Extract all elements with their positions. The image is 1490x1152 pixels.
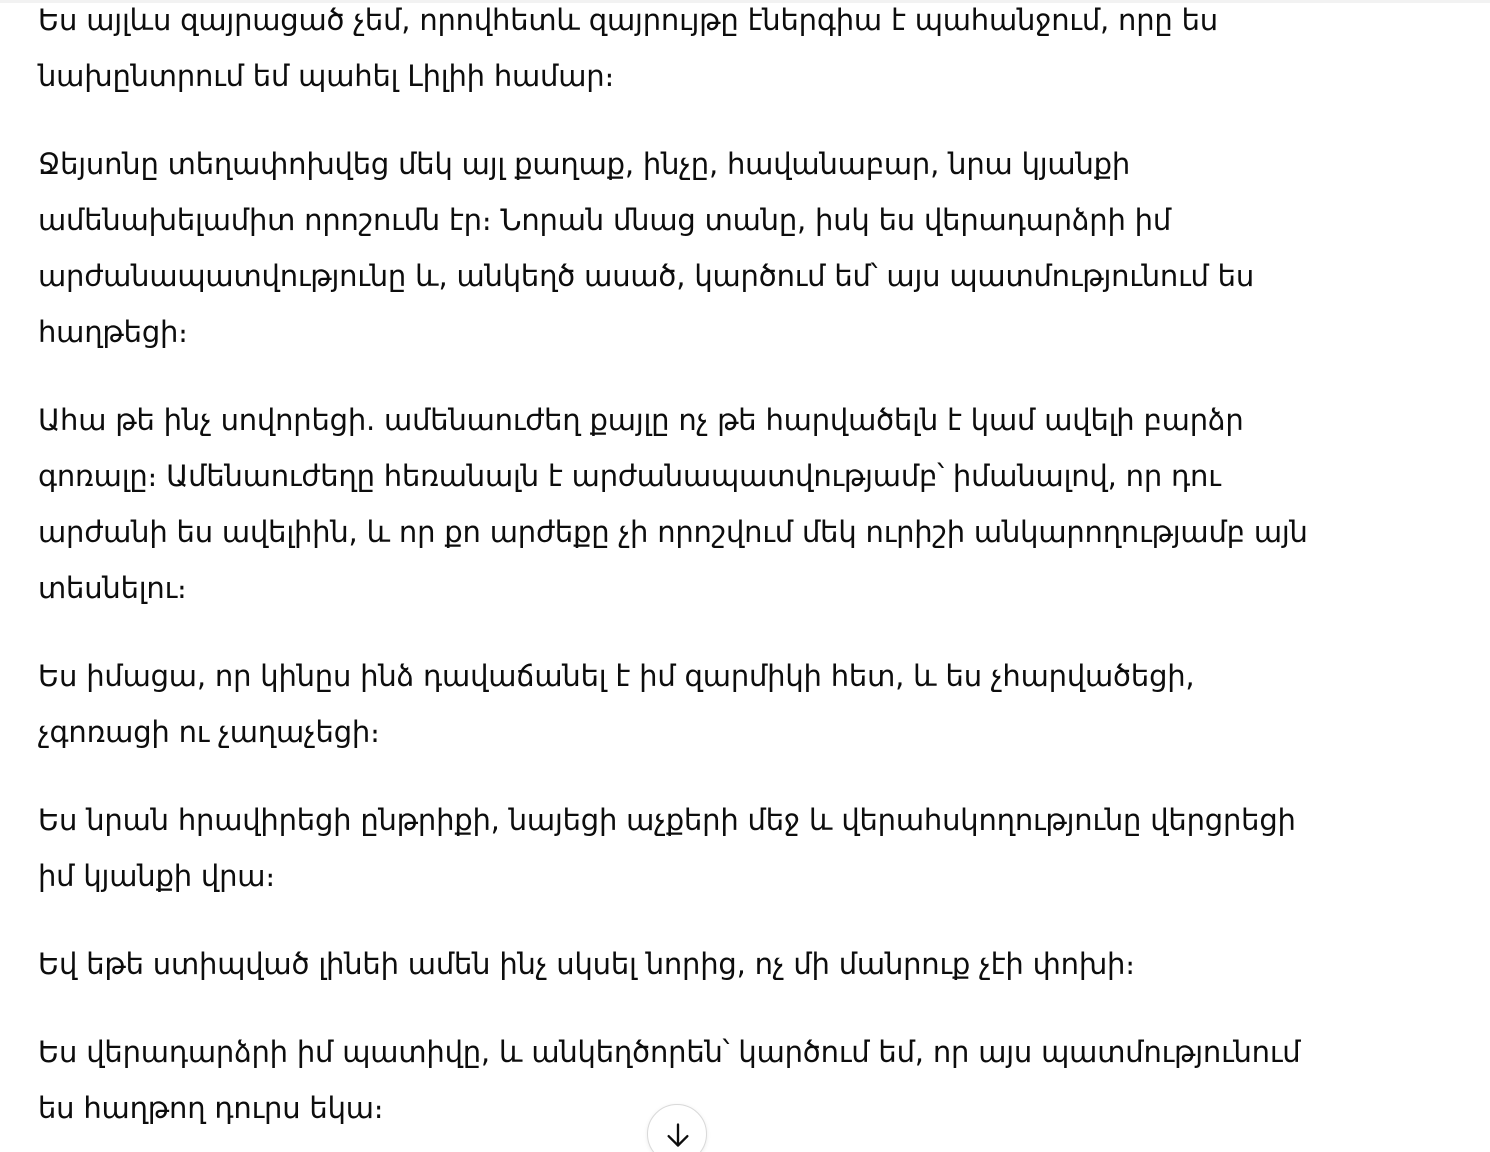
paragraph: Ես վերադարձրի իմ պատիվը, և անկեղծորեն՝ կարծում եմ, որ այս պատմությունում ես հաղթող դուրս եկա։: [38, 1035, 1301, 1125]
paragraph: Ես իմացա, որ կինըս ինձ դավաճանել է իմ զարմիկի հետ, և ես չհարվածեցի, չգոռացի ու չաղաչեցի։: [38, 659, 1195, 749]
paragraph: Ջեյսոնը տեղափոխվեց մեկ այլ քաղաք, ինչը, հավանաբար, նրա կյանքի ամենախելամիտ որոշումն էր։ Նորան մնաց տանը, իսկ ես վերադարձրի իմ արժանապատվությունը և, անկեղծ ասած, կարծում եմ՝ այս պատմությունում ես հաղթեցի։: [38, 147, 1255, 349]
paragraph: Եվ եթե ստիպված լինեի ամեն ինչ սկսել նորից, ոչ մի մանրուք չէի փոխի։: [38, 947, 1135, 981]
paragraph: Ես նրան հրավիրեցի ընթրիքի, նայեցի աչքերի մեջ և վերահսկողությունը վերցրեցի իմ կյանքի վրա։: [38, 803, 1296, 893]
paragraph: Ահա թե ինչ սովորեցի. ամենաուժեղ քայլը ոչ թե հարվածելն է կամ ավելի բարձր գոռալը։ Ամենաուժեղը հեռանալն է արժանապատվությամբ՝ իմանալով, որ դու արժանի ես ավելիին, և որ քո արժեքը չի որոշվում մեկ ուրիշի անկարողությամբ այն տեսնելու։: [38, 403, 1308, 605]
message-content: [38, 0, 1328, 1152]
arrow-down-icon: [664, 1121, 692, 1149]
paragraph: Ես այլևս զայրացած չեմ, որովհետև զայրույթը էներգիա է պահանջում, որը ես նախընտրում եմ պահել Լիլիի համար։: [38, 3, 1218, 93]
